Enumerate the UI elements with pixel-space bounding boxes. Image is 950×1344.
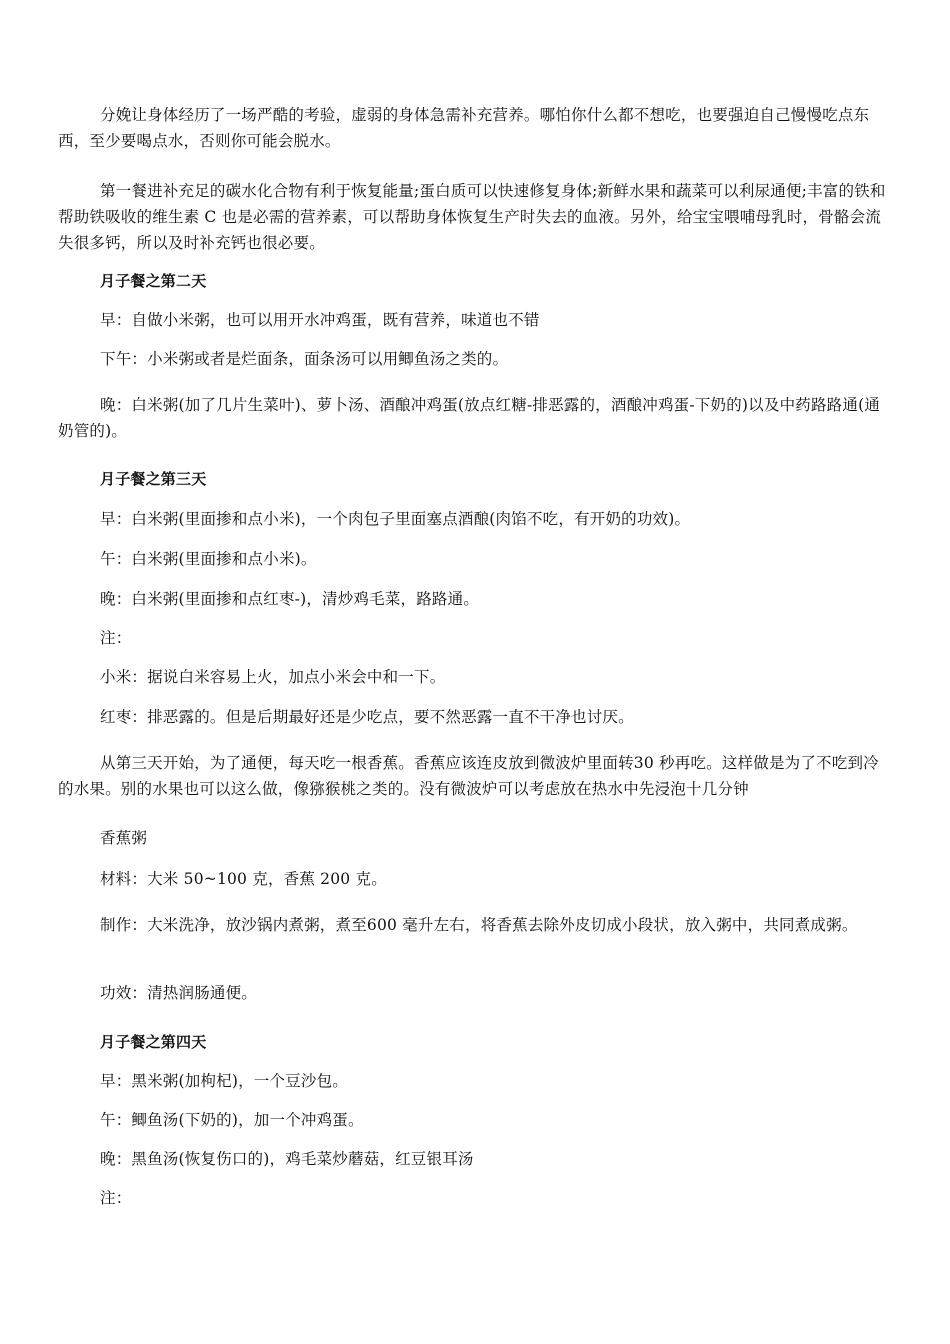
day3-lunch: 午：白米粥(里面掺和点小米)。 <box>100 550 317 568</box>
recipe-effect: 功效：清热润肠通便。 <box>100 984 258 1002</box>
day3-dinner: 晚：白米粥(里面掺和点红枣-)，清炒鸡毛菜，路路通。 <box>100 590 480 608</box>
recipe-title: 香蕉粥 <box>100 829 148 847</box>
recipe-materials: 材料：大米 50~100 克，香蕉 200 克。 <box>100 870 387 888</box>
day4-dinner: 晚：黑鱼汤(恢复伤口的)，鸡毛菜炒蘑菇，红豆银耳汤 <box>100 1150 474 1168</box>
day2-afternoon: 下午：小米粥或者是烂面条，面条汤可以用鲫鱼汤之类的。 <box>100 350 509 368</box>
section-heading-day2: 月子餐之第二天 <box>100 272 207 290</box>
day2-dinner: 晚：白米粥(加了几片生菜叶)、萝卜汤、酒酿冲鸡蛋(放点红糖-排恶露的，酒酿冲鸡蛋-下奶的)以及中药路路通(通奶管的)。 <box>58 396 881 440</box>
day3-breakfast: 早：白米粥(里面掺和点小米)，一个肉包子里面塞点酒酿(肉馅不吃，有开奶的功效)。 <box>100 510 691 528</box>
banana-paragraph: 从第三天开始，为了通便，每天吃一根香蕉。香蕉应该连皮放到微波炉里面转30 秒再吃。这样做是为了不吃到冷的水果。别的水果也可以这么做，像猕猴桃之类的。没有微波炉可以考虑放在热水中先浸泡十几分钟 <box>58 754 879 798</box>
intro-paragraph: 分娩让身体经历了一场严酷的考验，虚弱的身体急需补充营养。哪怕你什么都不想吃，也要强迫自己慢慢吃点东西，至少要喝点水，否则你可能会脱水。 <box>58 106 870 150</box>
section-heading-day3: 月子餐之第三天 <box>100 470 207 488</box>
day4-lunch: 午：鲫鱼汤(下奶的)，加一个冲鸡蛋。 <box>100 1111 364 1129</box>
nutrition-paragraph: 第一餐进补充足的碳水化合物有利于恢复能量;蛋白质可以快速修复身体;新鲜水果和蔬菜可以利尿通便;丰富的铁和帮助铁吸收的维生素 C 也是必需的营养素，可以帮助身体恢复生产时失去的血液。另外，给宝宝喂哺母乳时，骨骼会流失很多钙，所以及时补充钙也很必要。 <box>58 182 886 252</box>
day3-note-label: 注： <box>100 629 132 647</box>
recipe-method: 制作：大米洗净，放沙锅内煮粥，煮至600 毫升左右，将香蕉去除外皮切成小段状，放入粥中，共同煮成粥。 <box>100 916 858 934</box>
day3-note-millet: 小米：据说白米容易上火，加点小米会中和一下。 <box>100 668 446 686</box>
section-heading-day4: 月子餐之第四天 <box>100 1033 207 1051</box>
day4-note-label: 注： <box>100 1189 132 1207</box>
day3-note-dates: 红枣：排恶露的。但是后期最好还是少吃点，要不然恶露一直不干净也讨厌。 <box>100 708 634 726</box>
day2-breakfast: 早：自做小米粥，也可以用开水冲鸡蛋，既有营养，味道也不错 <box>100 311 540 329</box>
day4-breakfast: 早：黑米粥(加枸杞)，一个豆沙包。 <box>100 1072 348 1090</box>
